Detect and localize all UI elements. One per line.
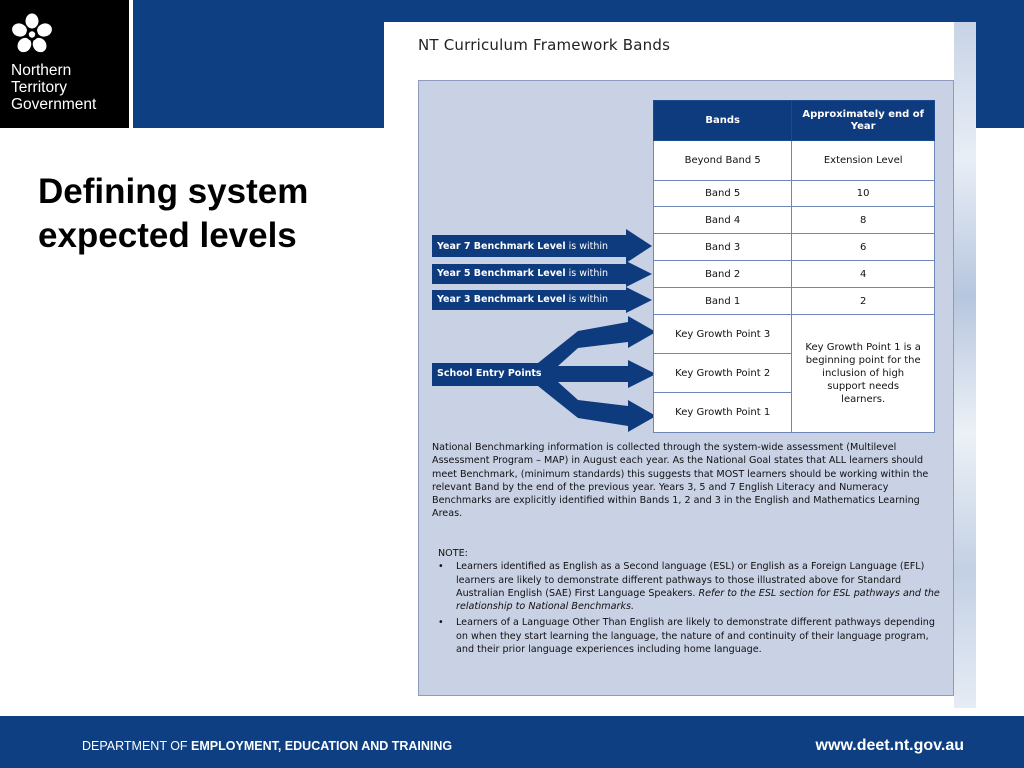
note-list xyxy=(432,560,942,656)
table-row xyxy=(654,315,935,354)
arrow-label-year3 xyxy=(437,294,608,305)
header-bands: Bands xyxy=(654,101,792,141)
table-row xyxy=(654,181,935,207)
list-item xyxy=(432,616,942,656)
flower-emblem-icon xyxy=(10,12,54,56)
band-cell: Band 5 xyxy=(654,181,792,207)
arrow-label-school-entry xyxy=(437,368,542,379)
key-growth-note-cell xyxy=(792,315,935,433)
slide-title: Defining system expected levels xyxy=(38,172,309,255)
band-cell: Beyond Band 5 xyxy=(654,141,792,181)
arrow-label-rest: is within xyxy=(565,294,609,305)
dept-prefix: DEPARTMENT OF xyxy=(82,739,192,753)
logo-line: Territory xyxy=(11,79,67,96)
department-name xyxy=(82,739,452,753)
note-italic: Refer to the ESL section for ESL pathways and the relationship to National Benchmarks. xyxy=(456,587,940,613)
website-link[interactable]: www.deet.nt.gov.au xyxy=(815,737,964,754)
table-row xyxy=(654,141,935,181)
table-row xyxy=(654,288,935,315)
key-growth-note: Key Growth Point 1 is a beginning point for the inclusion of high support needs learners. xyxy=(805,342,921,405)
logo-divider xyxy=(129,0,133,128)
note-section xyxy=(432,547,942,659)
note-text: Learners of a Language Other Than English are likely to demonstrate different pathways depending on when they start learning the language, the nature of and continuity of their language program, and their prior language experiences including home language. xyxy=(456,617,935,656)
year-cell: 8 xyxy=(792,207,935,234)
arrow-label-bold: Year 5 Benchmark Level xyxy=(437,268,566,279)
band-cell: Band 2 xyxy=(654,261,792,288)
year-cell: 6 xyxy=(792,234,935,261)
dept-bold: EMPLOYMENT, EDUCATION AND TRAINING xyxy=(191,739,453,753)
year-cell: Extension Level xyxy=(792,141,935,181)
table-row xyxy=(654,261,935,288)
logo-line: Government xyxy=(11,96,97,113)
arrow-label-bold: Year 7 Benchmark Level xyxy=(437,241,566,252)
benchmark-paragraph: National Benchmarking information is collected through the system-wide assessment (Multilevel Assessment Program – MAP) in August each year. As the National Goal states that ALL learners should meet Benchmark, (minimum standards) this suggests that MOST learners should be working within the relevant Band by the end of the previous year. Years 3, 5 and 7 English Literacy and Numeracy Benchmarks are explicitly identified within Bands 1, 2 and 3 in the English and Mathematics Learning Areas. xyxy=(432,442,929,520)
document-title: NT Curriculum Framework Bands xyxy=(418,36,671,54)
note-heading: NOTE: xyxy=(438,548,468,559)
band-cell: Band 3 xyxy=(654,234,792,261)
nt-government-logo xyxy=(0,0,129,128)
arrow-label-year7 xyxy=(437,241,608,252)
table-row xyxy=(654,234,935,261)
note-text: Learners identified as English as a Second language (ESL) or English as a Foreign Language (EFL) learners are likely to demonstrate different pathways to those illustrated above for Standard Australian English (SAE) First Language Speakers. xyxy=(456,561,925,599)
band-cell: Band 4 xyxy=(654,207,792,234)
list-item xyxy=(432,560,942,613)
year-cell: 10 xyxy=(792,181,935,207)
year-cell: 2 xyxy=(792,288,935,315)
band-cell: Key Growth Point 3 xyxy=(654,315,792,354)
arrow-label-year5 xyxy=(437,268,608,279)
arrow-label-rest: is within xyxy=(565,241,609,252)
benchmark-arrows xyxy=(428,226,664,432)
logo-line: Northern xyxy=(11,62,72,79)
arrow-label-rest: is within xyxy=(565,268,609,279)
arrow-label-bold: School Entry Points xyxy=(437,368,542,379)
bands-table xyxy=(653,100,935,433)
band-cell: Band 1 xyxy=(654,288,792,315)
year-cell: 4 xyxy=(792,261,935,288)
arrow-label-bold: Year 3 Benchmark Level xyxy=(437,294,566,305)
table-header-row xyxy=(654,101,935,141)
header-end-of-year: Approximately end of Year xyxy=(792,101,935,141)
document-edge xyxy=(954,22,976,708)
band-cell: Key Growth Point 2 xyxy=(654,354,792,393)
logo-wordmark xyxy=(11,62,96,113)
band-cell: Key Growth Point 1 xyxy=(654,393,792,433)
table-row xyxy=(654,207,935,234)
